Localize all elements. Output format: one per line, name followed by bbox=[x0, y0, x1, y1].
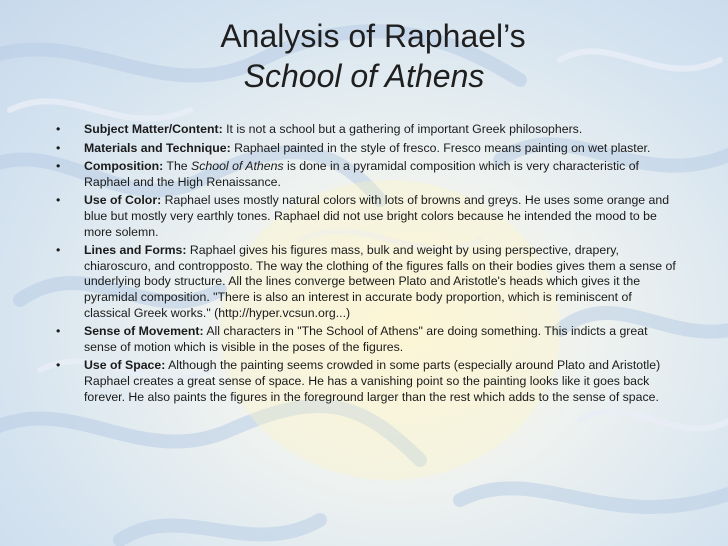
bullet-text: Raphael gives his figures mass, bulk and weight by using perspective, drapery, chiaroscuro, and contropposto. The way the clothing of the figures falls on their bodies gives them a sense of underlying body structure. All the lines converge between Plato and Aristotle's heads which gives it the pyramidal composition. "There is also an interest in accurate body proportion, which is reminiscent of classical Greek works." (http://hyper.vcsun.org...) bbox=[84, 243, 676, 320]
bullet-label: Lines and Forms: bbox=[84, 243, 187, 258]
bullet-text: Although the painting seems crowded in some parts (especially around Plato and Aristotle) Raphael creates a great sense of space. He has a vanishing point so the painting looks like it goes back forever. He also paints the figures in the foreground larger than the rest which adds to the sense of space. bbox=[84, 358, 661, 404]
bullet-text: Raphael uses mostly natural colors with lots of browns and greys. He uses some orange and blue but mostly very earthly tones. Raphael did not use bright colors because he intended the mood to be more solemn. bbox=[84, 193, 670, 239]
bullet-icon: • bbox=[56, 358, 61, 373]
bullet-text: All characters in "The School of Athens" are doing something. This indicts a great sense of motion which is visible in the poses of the figures. bbox=[84, 324, 648, 354]
bullet-icon: • bbox=[56, 159, 61, 174]
bullet-use-of-color bbox=[56, 193, 676, 240]
bullet-text-italic: School of Athens bbox=[191, 159, 284, 174]
bullet-label: Use of Color: bbox=[84, 193, 162, 208]
bullet-sense-of-movement bbox=[56, 324, 676, 355]
bullet-text: Raphael painted in the style of fresco. Fresco means painting on wet plaster. bbox=[230, 140, 651, 155]
title-line-1: Analysis of Raphael’s bbox=[220, 18, 526, 54]
bullet-list bbox=[56, 122, 676, 408]
bullet-lines-and-forms bbox=[56, 243, 676, 321]
bullet-icon: • bbox=[56, 140, 61, 155]
bullet-label: Composition: bbox=[84, 159, 164, 174]
bullet-subject-matter bbox=[56, 122, 676, 138]
bullet-icon: • bbox=[56, 193, 61, 208]
bullet-icon: • bbox=[56, 324, 61, 339]
bullet-text: is done in a pyramidal composition which is very characteristic of Raphael and the High Renaissance. bbox=[84, 159, 639, 189]
title-line-2: School of Athens bbox=[243, 58, 485, 94]
bullet-label: Use of Space: bbox=[84, 358, 166, 373]
bullet-use-of-space bbox=[56, 358, 676, 405]
bullet-icon: • bbox=[56, 122, 61, 136]
bullet-text: It is not a school but a gathering of important Greek philosophers. bbox=[222, 122, 583, 136]
bullet-composition bbox=[56, 159, 676, 190]
bullet-text-pre: The bbox=[163, 159, 192, 174]
bullet-label: Materials and Technique: bbox=[84, 140, 231, 155]
bullet-label: Subject Matter/Content: bbox=[84, 122, 223, 136]
bullet-materials-technique bbox=[56, 141, 676, 157]
slide-title bbox=[0, 16, 728, 96]
bullet-label: Sense of Movement: bbox=[84, 324, 204, 339]
bullet-icon: • bbox=[56, 243, 61, 258]
